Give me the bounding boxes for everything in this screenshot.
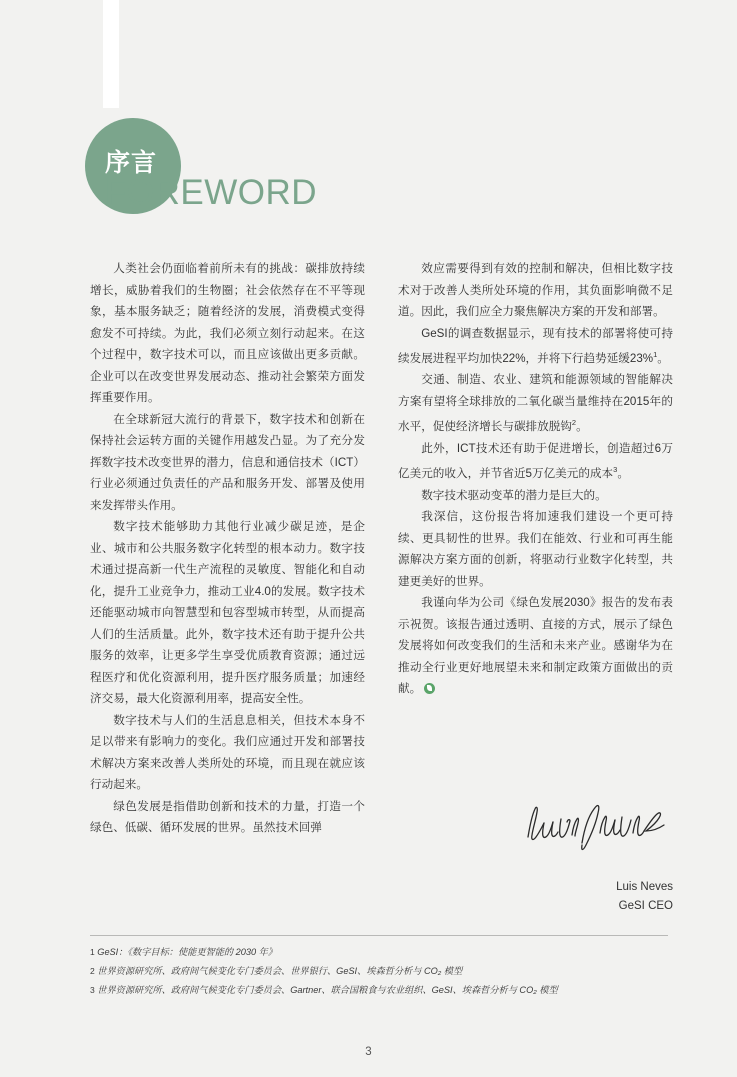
footnote-text: 世界资源研究所、政府间气候变化专门委员会、世界银行、GeSI、埃森哲分析与 CO₂ 模型	[97, 966, 463, 976]
paragraph-text: 我谨向华为公司《绿色发展2030》报告的发布表示祝贺。该报告通过透明、直接的方式，展示了绿色发展将如何改变我们的生活和未来产业。感谢华为在推动全行业更好地展望未来和制定政策方面做出的贡献。	[398, 596, 673, 696]
footnote-text: 世界资源研究所、政府间气候变化专门委员会、Gartner、联合国粮食与农业组织、GeSI、埃森哲分析与 CO₂ 模型	[97, 985, 558, 995]
paragraph: 人类社会仍面临着前所未有的挑战：碳排放持续增长，威胁着我们的生物圈；社会依然存在不平等现象，基本服务缺乏；随着经济的发展，消费模式变得愈发不可持续。为此，我们必须立刻行动起来。在这个过程中，数字技术可以，而且应该做出更多贡献。企业可以在改变世界发展动态、推动社会繁荣方面发挥重要作用。	[90, 262, 365, 404]
page-number: 3	[365, 1046, 372, 1058]
body-column-right	[398, 258, 673, 700]
page-title-cn: 序言	[105, 149, 158, 177]
footnote-text: GeSI：《数字目标：使能更智能的 2030 年》	[97, 947, 277, 957]
paragraph: 交通、制造、农业、建筑和能源领域的智能解决方案有望将全球排放的二氧化碳当量维持在2015年的水平，促使经济增长与碳排放脱钩$^2$。	[398, 373, 673, 434]
signature-image	[520, 795, 670, 855]
paragraph: 数字技术能够助力其他行业减少碳足迹，是企业、城市和公共服务数字化转型的根本动力。数字技术通过提高新一代生产流程的灵敏度、智能化和自动化，提升工业竞争力，推动工业4.0的发展。数字技术还能驱动城市向智慧型和包容型城市转型，从而提高人们的生活质量。此外，数字技术还有助于提升公共服务的效率，让更多学生享受优质教育资源；通过远程医疗和优化资源利用，提升医疗服务质量；加速经济交易，最大化资源利用率，提高安全性。	[90, 520, 365, 705]
paragraph-with-leaf	[398, 592, 673, 700]
paragraph: 在全球新冠大流行的背景下，数字技术和创新在保持社会运转方面的关键作用越发凸显。为了充分发挥数字技术改变世界的潜力，信息和通信技术（ICT）行业必须通过负责任的产品和服务开发、部署及使用来发挥带头作用。	[90, 412, 365, 512]
leaf-icon	[424, 683, 435, 694]
signer-role: GeSI CEO	[618, 900, 673, 912]
footnote-item	[90, 981, 680, 1000]
signer-name: Luis Neves	[616, 881, 673, 893]
paragraph: 数字技术与人们的生活息息相关，但技术本身不足以带来有影响力的变化。我们应通过开发和部署技术解决方案来改善人类所处的环境，而且现在就应该行动起来。	[90, 713, 365, 791]
paragraph: 此外，ICT技术还有助于促进增长，创造超过6万亿美元的收入，并节省近5万亿美元的成本$^3$。	[398, 441, 673, 481]
page-title-en: FOREWORD	[105, 173, 318, 212]
paragraph: 我深信，这份报告将加速我们建设一个更可持续、更具韧性的世界。我们在能效、行业和可再生能源解决方案方面的创新，将驱动行业数字化转型，共建更美好的世界。	[398, 510, 673, 588]
paragraph: 效应需要得到有效的控制和解决，但相比数字技术对于改善人类所处环境的作用，其负面影响微不足道。因此，我们应全力聚焦解决方案的开发和部署。	[398, 262, 673, 318]
footnote-number: 2	[90, 966, 95, 976]
footnote-list	[90, 943, 680, 1000]
foreword-heading	[85, 118, 415, 238]
paragraph: GeSI的调查数据显示，现有技术的部署将使可持续发展进程平均加快22%，并将下行趋势延缓23%$^1$。	[398, 326, 673, 365]
signature-block	[398, 878, 673, 916]
footnote-item	[90, 943, 680, 962]
footnote-number: 3	[90, 985, 95, 995]
paragraph: 数字技术驱动变革的潜力是巨大的。	[421, 488, 607, 502]
footnote-item	[90, 962, 680, 981]
footnote-number: 1	[90, 947, 95, 957]
body-column-left	[90, 258, 365, 839]
paragraph: 绿色发展是指借助创新和技术的力量，打造一个绿色、低碳、循环发展的世界。虽然技术回弹	[90, 799, 365, 834]
footnote-divider	[90, 935, 668, 936]
